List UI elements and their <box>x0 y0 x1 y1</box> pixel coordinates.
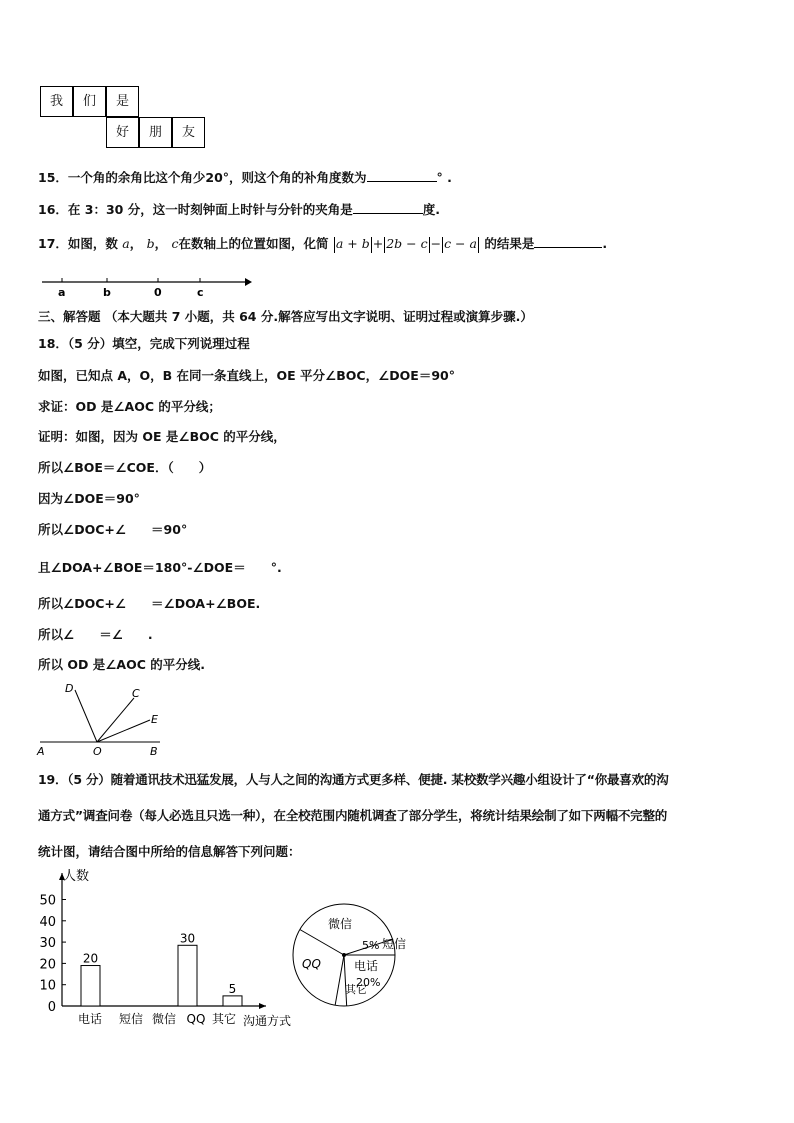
point-label-O: O <box>93 745 102 758</box>
bar <box>178 945 197 1006</box>
proof-line: 所以∠ ＝∠ . <box>38 627 153 642</box>
pie-label-qq: QQ <box>302 957 321 971</box>
x-tick-label: 电话 <box>77 1012 103 1026</box>
expr-op: + <box>372 236 384 251</box>
grid-cell: 们 <box>73 86 106 117</box>
pie-label-phone: 电话 <box>354 959 379 973</box>
var-b: b <box>146 236 155 251</box>
question-17: 17．如图，数 a， b， c在数轴上的位置如图，化简 a + b + 2b − c − c − a 的结果是 . <box>38 236 608 251</box>
axis-label-0: 0 <box>154 286 162 299</box>
bar-chart <box>30 865 310 1035</box>
x-axis-arrow <box>259 1003 266 1009</box>
point-label-B: B <box>150 745 158 758</box>
axis-label-a: a <box>58 286 66 299</box>
question-16-suffix: 度. <box>422 202 440 217</box>
proof-line: 求证：OD 是∠AOC 的平分线； <box>38 399 221 414</box>
question-17-suffix: 的结果是 <box>484 236 535 251</box>
pie-percent-phone: 20% <box>356 976 381 989</box>
pie-label-other: 其它 <box>345 983 367 996</box>
data-label: 5 <box>228 981 237 996</box>
question-17-prefix: 17．如图，数 <box>38 236 118 251</box>
pie-percent-sms: 5% <box>362 939 380 952</box>
bar <box>81 966 100 1006</box>
y-tick-label: 10 <box>39 978 56 994</box>
proof-line: 所以 OD 是∠AOC 的平分线. <box>38 657 205 672</box>
question-16-text: 16．在 3：30 分，这一时刻钟面上时针与分针的夹角是 <box>38 202 353 217</box>
data-label: 20 <box>82 951 99 966</box>
expr-part: a + b <box>335 236 370 251</box>
y-tick-label: 40 <box>39 914 56 930</box>
pie-chart <box>288 898 418 1018</box>
point-label-D: D <box>65 682 74 695</box>
answer-blank <box>367 169 437 182</box>
grid-cell: 我 <box>40 86 73 117</box>
question-19-line1: 19．（5 分）随着通讯技术迅猛发展，人与人之间的沟通方式更多样、便捷. 某校数学兴趣小组设计了“你最喜欢的沟 <box>38 772 669 787</box>
point-label-A: A <box>37 745 45 758</box>
proof-line: 因为∠DOE＝90° <box>38 491 140 506</box>
question-18-title: 18．（5 分）填空，完成下列说理过程 <box>38 336 250 351</box>
grid-cell: 友 <box>172 117 205 148</box>
proof-line: 且∠DOA+∠BOE＝180°-∠DOE＝ °. <box>38 560 282 575</box>
angle-figure <box>30 678 170 758</box>
question-19-line2: 通方式”调查问卷（每人必选且只选一种），在全校范围内随机调查了部分学生，将统计结果绘制了如下两幅不完整的 <box>38 808 668 823</box>
expr-op: − <box>430 236 442 251</box>
y-tick-label: 20 <box>39 957 56 973</box>
proof-line: 所以∠DOC+∠ ＝∠DOA+∠BOE. <box>38 596 261 611</box>
answer-blank <box>534 235 602 248</box>
pie-label-sms: 短信 <box>382 937 407 951</box>
question-17-mid: 在数轴上的位置如图，化简 <box>178 236 329 251</box>
y-tick-label: 50 <box>39 893 56 909</box>
question-19-line3: 统计图，请结合图中所给的信息解答下列问题： <box>38 844 301 859</box>
proof-line: 证明：如图，因为 OE 是∠BOC 的平分线， <box>38 429 286 444</box>
question-17-end: . <box>602 236 608 251</box>
answer-blank <box>353 201 423 214</box>
proof-line: 所以∠BOE＝∠COE．（ ） <box>38 460 212 475</box>
bar <box>223 996 242 1006</box>
y-tick-label: 0 <box>47 1000 56 1015</box>
x-tick-label: 微信 <box>151 1012 177 1026</box>
point-label-C: C <box>132 687 140 700</box>
axis-label-b: b <box>103 286 111 299</box>
grid-cell: 是 <box>106 86 139 117</box>
expr-part: c − a <box>444 236 477 251</box>
x-axis-label: 沟通方式 <box>243 1014 292 1028</box>
number-line-figure <box>40 272 255 300</box>
pie-label-wechat: 微信 <box>328 917 353 931</box>
expr-part: 2b − c <box>386 236 428 251</box>
var-a: a <box>122 236 130 251</box>
x-tick-label: 其它 <box>211 1012 237 1026</box>
question-16 <box>38 200 440 218</box>
question-15-text: 15．一个角的余角比这个角少20°，则这个角的补角度数为 <box>38 170 367 185</box>
data-label: 30 <box>179 931 196 946</box>
question-15 <box>38 168 452 186</box>
proof-line: 所以∠DOC+∠ ＝90° <box>38 522 188 537</box>
pie-center <box>342 953 346 957</box>
y-axis-label: 人数 <box>63 869 90 884</box>
section-heading: 三、解答题 （本大题共 7 小题，共 64 分.解答应写出文字说明、证明过程或演算步骤.） <box>38 309 533 324</box>
point-label-E: E <box>151 713 158 726</box>
var-c: c <box>171 236 179 251</box>
axis-label-c: c <box>197 286 204 299</box>
question-15-suffix: ° . <box>436 170 452 185</box>
grid-cell: 朋 <box>139 117 172 148</box>
proof-line: 如图，已知点 A，O，B 在同一条直线上，OE 平分∠BOC，∠DOE＝90° <box>38 368 455 383</box>
grid-cell: 好 <box>106 117 139 148</box>
y-tick-label: 30 <box>39 936 56 952</box>
x-tick-label: 短信 <box>118 1012 144 1026</box>
x-tick-label: QQ <box>186 1012 206 1026</box>
